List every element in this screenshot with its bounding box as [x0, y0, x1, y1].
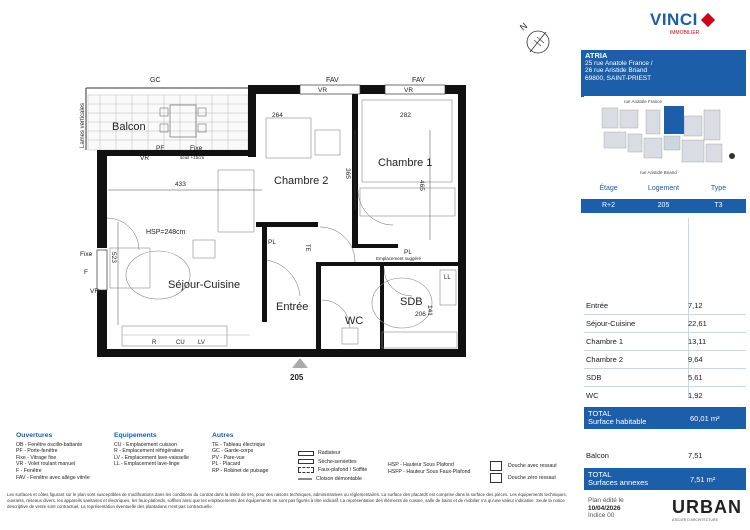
- surface-row: Chambre 2 9,64: [586, 354, 703, 364]
- mark-fixe-2: Fixe: [80, 251, 93, 258]
- svg-text:rue Aristide Briand: rue Aristide Briand: [640, 170, 677, 175]
- room-label-wc: WC: [345, 315, 364, 327]
- room-label-sejour: Séjour-Cuisine: [168, 279, 241, 291]
- unit-table-values: R+2 205 T3: [581, 199, 746, 213]
- legal-footer: Les surfaces et côtes figurant sur le plan sont susceptibles de modifications dans les conditions du contrat dans la limite de 5%, pour des raisons techniques, administratives ou réglementaires. La surface des placards est comprise dans la surface des pièces. Les équipements techniques, ouvrants, réseaux divers, les appareils sanitaires et électriques, les faux-plafonds, soffites ainsi que les emplacements des équipements ne sont pas figurés à titre indicatif. La représentation des éléments de cuisine, salle de bains et de mobilier n'a qu'une valeur indicative. Seule la notice descriptive de vente sont contractuel. La représentation éventuelle des plantations n'est pas contractuelle.: [7, 492, 567, 509]
- urban-logo: URBAN ATELIER D'ARCHITECTURE: [672, 497, 742, 522]
- mark-vr-1: VR: [318, 87, 328, 94]
- mark-fixe-1: Fixe: [190, 145, 203, 152]
- mark-seuil: seuil +15cm: [180, 155, 205, 160]
- room-label-chambre1: Chambre 1: [378, 157, 433, 169]
- door-number: 205: [290, 373, 304, 382]
- total-surface-habitable: TOTAL Surface habitable 60,01 m²: [584, 407, 746, 429]
- dim-523: 523: [110, 252, 117, 263]
- mark-pl-1: PL: [268, 239, 276, 246]
- surface-row: SDB 5,61: [586, 372, 703, 382]
- vinci-logo: VINCI IMMOBILIER: [650, 10, 713, 36]
- dim-365: 365: [344, 168, 351, 179]
- mark-pf: PF: [156, 145, 165, 152]
- plan-info: Plan édité le 10/04/2026 Indice 00: [588, 497, 624, 519]
- dim-141: 141: [426, 305, 433, 316]
- location-map: [584, 96, 746, 178]
- legend-symbols: Radiateur Sèche-serviettes Faux-plafond / Soffite Cloison démontable: [298, 450, 378, 482]
- mark-vr-3: VR: [140, 155, 150, 162]
- entrance-arrow-icon: [292, 358, 308, 368]
- dim-282: 282: [400, 112, 411, 119]
- hsp-label: HSP=248cm: [146, 229, 186, 236]
- svg-text:rue Anatole France: rue Anatole France: [624, 99, 663, 104]
- annex-row: Balcon 7,51: [586, 450, 703, 460]
- dim-433: 433: [175, 181, 186, 188]
- surface-row: WC 1,92: [586, 390, 703, 400]
- surface-row: Chambre 1 13,11: [586, 336, 707, 346]
- room-label-entree: Entrée: [276, 301, 309, 313]
- mark-vr-4: VR: [90, 288, 100, 295]
- project-address-box: ATRIA 25 rue Anatole France / 26 rue Aristide Briand 69800, SAINT-PRIEST: [581, 50, 746, 97]
- vinci-logo-mark-icon: [701, 13, 715, 27]
- total-surfaces-annexes: TOTAL Surfaces annexes 7,51 m²: [584, 468, 746, 490]
- compass-letter: N: [517, 20, 530, 33]
- legend-douche: Douche avec ressaut Douche zéro ressaut: [490, 461, 575, 483]
- dim-206: 206: [415, 311, 426, 318]
- legend-ouvertures: Ouvertures OB - Fenêtre oscillo-battante PF - Porte-fenêtre Fixe - Vitrage fixe VR - Volet roulant manuel F - Fenêtre FAV - Fenêtre avec allège vitrée: [16, 432, 90, 481]
- mark-gc: GC: [150, 77, 161, 84]
- mark-pl-2: PL: [404, 249, 412, 256]
- dim-264: 264: [272, 112, 283, 119]
- unit-table-header: Étage Logement Type: [599, 185, 727, 192]
- mark-lv: LV: [198, 340, 205, 346]
- mark-ll: LL: [444, 275, 451, 281]
- mark-fav-1: FAV: [326, 77, 339, 84]
- room-label-balcon: Balcon: [112, 121, 146, 133]
- mark-lames: Lames verticales: [80, 102, 86, 148]
- surface-row: Entrée 7,12: [586, 300, 703, 310]
- mark-fav-2: FAV: [412, 77, 425, 84]
- mark-te: TE: [304, 244, 310, 252]
- surface-row: Séjour-Cuisine 22,61: [586, 318, 707, 328]
- mark-f: F: [84, 269, 88, 276]
- mark-cu: CU: [176, 340, 185, 346]
- compass: [518, 21, 549, 53]
- room-label-chambre2: Chambre 2: [274, 175, 329, 187]
- mark-vr-2: VR: [404, 87, 414, 94]
- legend-equipements: Equipements CU - Emplacement cuisson R - Emplacement réfrigérateur LV - Emplacement lave-vaisselle LL - Emplacement lave-linge: [114, 432, 189, 468]
- legend-hsp: HSP - Hauteur Sous Plafond HSFP - Hauteur Sous Faux-Plafond: [388, 462, 471, 475]
- mark-r: R: [152, 340, 157, 346]
- legend-autres: Autres TE - Tableau électrique GC - Garde-corps PV - Pare-vue PL - Placard RP - Robinet de puisage: [212, 432, 269, 474]
- room-label-sdb: SDB: [400, 296, 423, 308]
- project-name: ATRIA: [585, 51, 608, 60]
- mark-pl-note: Emplacement suggéré: [376, 256, 422, 261]
- dim-465: 465: [418, 180, 425, 191]
